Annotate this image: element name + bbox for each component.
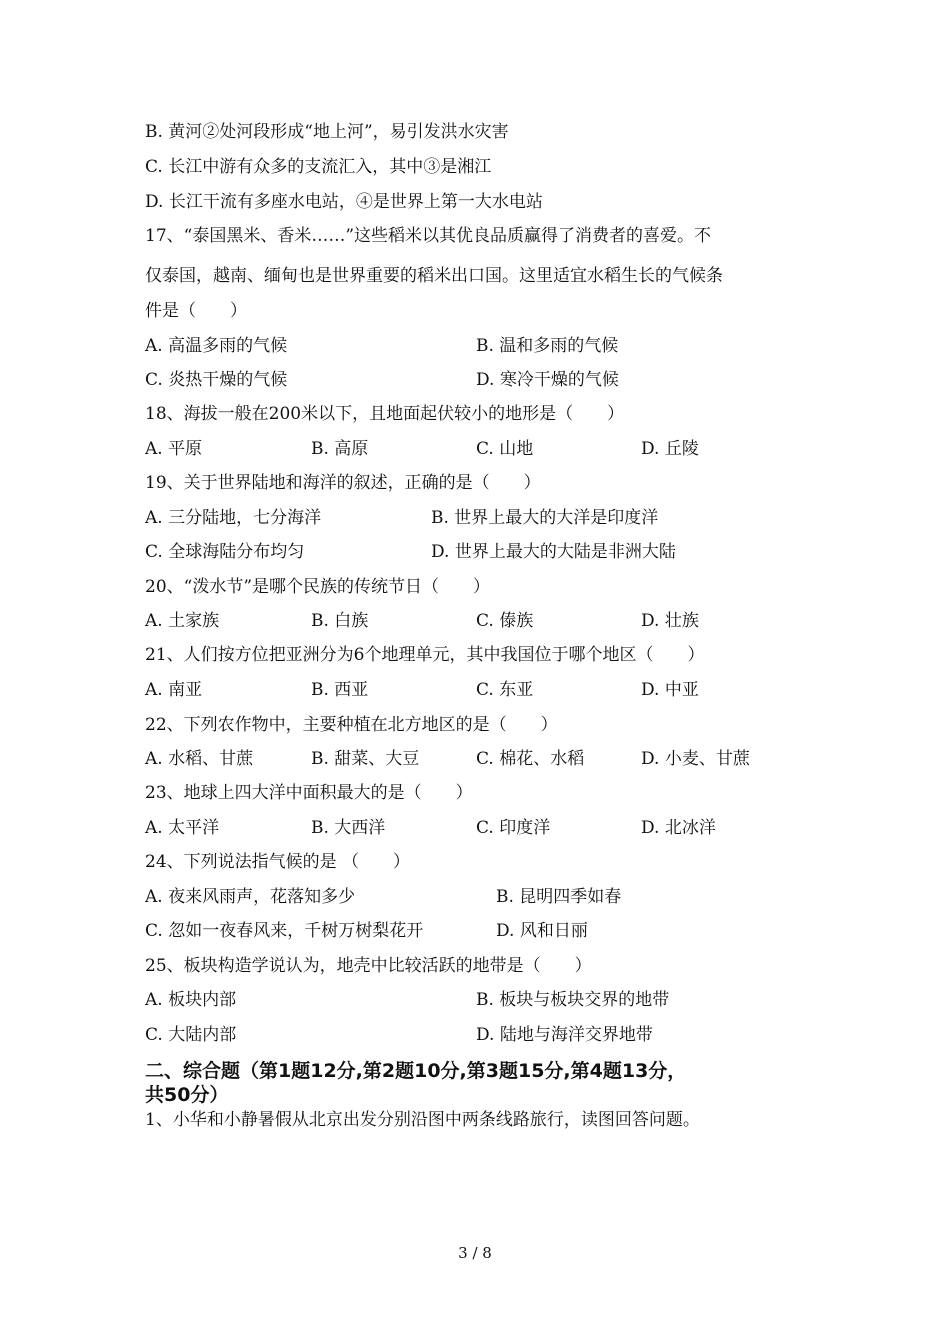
q18-option-a: A. 平原 [145, 439, 203, 459]
q23-option-d: D. 北冰洋 [641, 818, 716, 838]
q24-option-d: D. 风和日丽 [496, 921, 588, 941]
q25-option-b: B. 板块与板块交界的地带 [476, 990, 670, 1010]
q21-option-b: B. 西亚 [311, 680, 369, 700]
q20-option-c: C. 傣族 [476, 611, 534, 631]
q25-option-d: D. 陆地与海洋交界地带 [476, 1025, 653, 1045]
q25-option-a: A. 板块内部 [145, 990, 237, 1010]
q17-option-a: A. 高温多雨的气候 [145, 336, 288, 356]
q20-option-d: D. 壮族 [641, 611, 699, 631]
q22-stem: 22、下列农作物中，主要种植在北方地区的是（ ） [145, 715, 558, 735]
q23-stem: 23、地球上四大洋中面积最大的是（ ） [145, 783, 473, 803]
q16-option-b: B. 黄河②处河段形成“地上河”，易引发洪水灾害 [145, 122, 509, 142]
q21-option-d: D. 中亚 [641, 680, 699, 700]
q16-option-d: D. 长江干流有多座水电站，④是世界上第一大水电站 [145, 192, 543, 212]
q22-option-d: D. 小麦、甘蔗 [641, 749, 750, 769]
q25-option-c: C. 大陆内部 [145, 1025, 237, 1045]
q18-stem: 18、海拔一般在200米以下，且地面起伏较小的地形是（ ） [145, 404, 625, 424]
q23-option-c: C. 印度洋 [476, 818, 551, 838]
q20-option-b: B. 白族 [311, 611, 369, 631]
q24-option-b: B. 昆明四季如春 [496, 887, 622, 907]
q24-option-c: C. 忽如一夜春风来，千树万树梨花开 [145, 921, 424, 941]
q19-option-b: B. 世界上最大的大洋是印度洋 [431, 508, 659, 528]
q22-option-b: B. 甜菜、大豆 [311, 749, 420, 769]
q23-option-b: B. 大西洋 [311, 818, 386, 838]
q17-option-b: B. 温和多雨的气候 [476, 336, 619, 356]
q20-option-a: A. 土家族 [145, 611, 220, 631]
q17-stem-line2: 仅泰国，越南、缅甸也是世界重要的稻米出口国。这里适宜水稻生长的气候条 [145, 266, 723, 286]
q22-option-c: C. 棉花、水稻 [476, 749, 585, 769]
q19-option-c: C. 全球海陆分布均匀 [145, 542, 305, 562]
q21-option-c: C. 东亚 [476, 680, 534, 700]
q19-stem: 19、关于世界陆地和海洋的叙述，正确的是（ ） [145, 473, 541, 493]
q18-option-d: D. 丘陵 [641, 439, 699, 459]
q21-option-a: A. 南亚 [145, 680, 203, 700]
q18-option-b: B. 高原 [311, 439, 369, 459]
page-number: 3 / 8 [458, 1244, 492, 1262]
q17-stem-line1: 17、“泰国黑米、香米……”这些稻米以其优良品质赢得了消费者的喜爱。不 [145, 226, 712, 246]
q24-stem: 24、下列说法指气候的是 （ ） [145, 852, 411, 872]
q25-stem: 25、板块构造学说认为，地壳中比较活跃的地带是（ ） [145, 956, 592, 976]
q24-option-a: A. 夜来风雨声，花落知多少 [145, 887, 356, 907]
q22-option-a: A. 水稻、甘蔗 [145, 749, 254, 769]
q21-stem: 21、人们按方位把亚洲分为6个地理单元，其中我国位于哪个地区（ ） [145, 645, 705, 665]
q20-stem: 20、“泼水节”是哪个民族的传统节日（ ） [145, 577, 491, 597]
q17-option-d: D. 寒冷干燥的气候 [476, 370, 619, 390]
q17-stem-line3: 件是（ ） [145, 301, 247, 321]
q17-option-c: C. 炎热干燥的气候 [145, 370, 288, 390]
q19-option-d: D. 世界上最大的大陆是非洲大陆 [431, 542, 676, 562]
comprehensive-q1-stem: 1、小华和小静暑假从北京出发分别沿图中两条线路旅行，读图回答问题。 [145, 1110, 700, 1130]
q19-option-a: A. 三分陆地，七分海洋 [145, 508, 322, 528]
section-heading-line2: 共50分） [145, 1084, 229, 1106]
section-heading-line1: 二、综合题（第1题12分,第2题10分,第3题15分,第4题13分， [145, 1060, 687, 1082]
q16-option-c: C. 长江中游有众多的支流汇入，其中③是湘江 [145, 157, 492, 177]
q18-option-c: C. 山地 [476, 439, 534, 459]
q23-option-a: A. 太平洋 [145, 818, 220, 838]
